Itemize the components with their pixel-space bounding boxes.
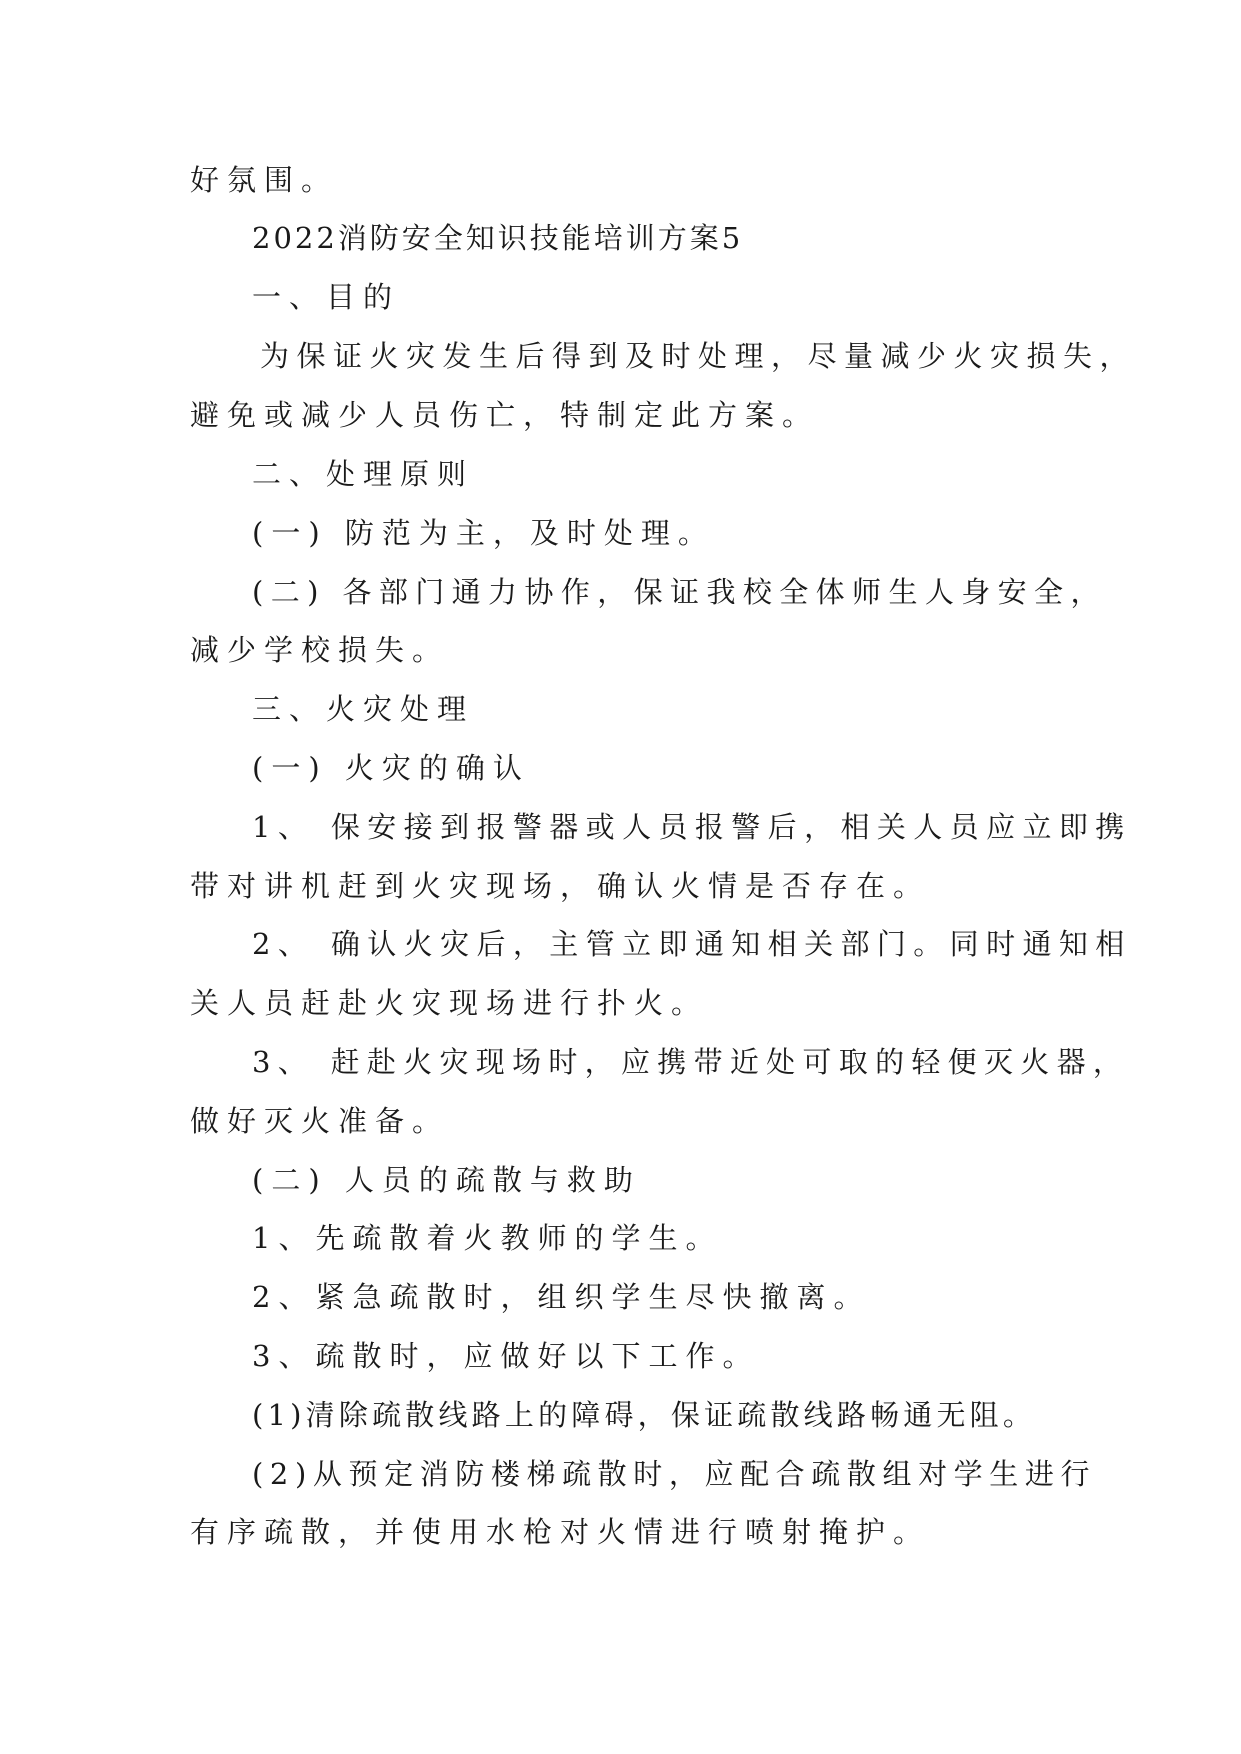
- heading-principles: 二、处理原则: [252, 457, 475, 491]
- subheading: (二) 人员的疏散与救助: [252, 1163, 641, 1197]
- list-item: (1)清除疏散线路上的障碍，保证疏散线路畅通无阻。: [252, 1398, 1037, 1432]
- section-title: 2022消防安全知识技能培训方案5: [252, 221, 744, 255]
- list-item-continuation: 减少学校损失。: [190, 633, 450, 667]
- list-item-continuation: 关人员赶赴火灾现场进行扑火。: [190, 986, 709, 1020]
- list-item-continuation: 做好灭火准备。: [190, 1104, 450, 1138]
- paragraph-line: 避免或减少人员伤亡，特制定此方案。: [190, 398, 820, 432]
- list-item: 2、紧急疏散时，组织学生尽快撤离。: [252, 1280, 871, 1314]
- paragraph-line: 为保证火灾发生后得到及时处理，尽量减少火灾损失，: [260, 339, 1137, 373]
- list-item: (2)从预定消防楼梯疏散时，应配合疏散组对学生进行: [252, 1457, 1097, 1491]
- heading-fire-handling: 三、火灾处理: [252, 692, 475, 726]
- list-item: 1、 保安接到报警器或人员报警后，相关人员应立即携: [252, 810, 1132, 844]
- list-item: 3、疏散时，应做好以下工作。: [252, 1339, 760, 1373]
- list-item: 3、 赶赴火灾现场时，应携带近处可取的轻便灭火器，: [252, 1045, 1130, 1079]
- list-item: 2、 确认火灾后，主管立即通知相关部门。同时通知相: [252, 927, 1132, 961]
- list-item: (二) 各部门通力协作，保证我校全体师生人身安全，: [252, 575, 1107, 609]
- list-item-continuation: 带对讲机赶到火灾现场，确认火情是否存在。: [190, 869, 931, 903]
- list-item-continuation: 有序疏散，并使用水枪对火情进行喷射掩护。: [190, 1515, 931, 1549]
- list-item: (一) 防范为主，及时处理。: [252, 516, 715, 550]
- subheading: (一) 火灾的确认: [252, 751, 530, 785]
- list-item: 1、先疏散着火教师的学生。: [252, 1221, 723, 1255]
- heading-purpose: 一、目的: [252, 280, 401, 314]
- paragraph-continuation: 好氛围。: [190, 163, 339, 197]
